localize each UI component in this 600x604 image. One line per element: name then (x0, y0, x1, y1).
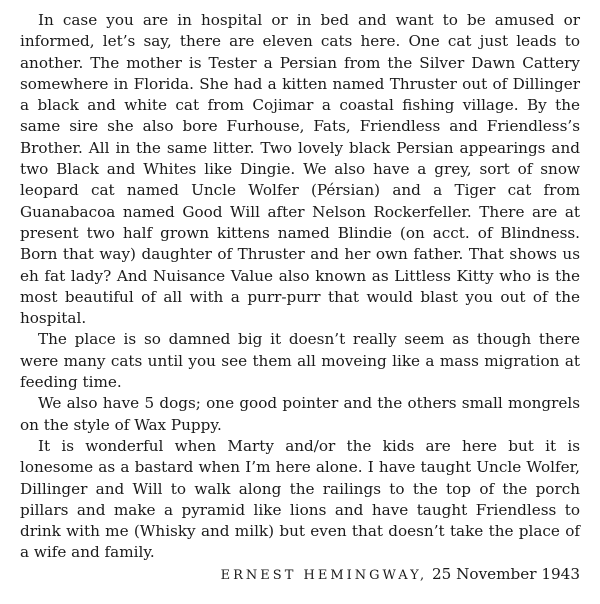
signature-line (20, 565, 580, 583)
letter-body (20, 10, 580, 564)
paragraph-lonesome: It is wonderful when Marty and/or the kids are here but it is lonesome as a bastard when I’m here alone. I have taught Uncle Wolfer, Dillinger and Will to walk along the railings to the top of the porch pillars and make a pyramid like lions and have taught Friendless to drink with me (Whisky and milk) but even that doesn’t take the place of a wife and family. (20, 436, 580, 562)
author-name: ERNEST HEMINGWAY, (220, 568, 428, 583)
paragraph-cats: In case you are in hospital or in bed and want to be amused or informed, let’s say, there are eleven cats here. One cat just leads to another. The mother is Tester a Persian from the Silver Dawn Cattery somewhere in Florida. She had a kitten named Thruster out of Dillinger a black and white cat from Cojimar a coastal fishing village. By the same sire she also bore Furhouse, Fats, Friendless and Friendless’s Brother. All in the same litter. Two lovely black Persian appearings and two Black and Whites like Dingie. We also have a grey, sort of snow leopard cat named Uncle Wolfer (Pérsian) and a Tiger cat from Guanabacoa named Good Will after Nelson Rockerfeller. There are at present two half grown kittens named Blindie (on acct. of Blindness. Born that way) daughter of Thruster and her own father. That shows us eh fat lady? And Nuisance Value also known as Littless Kitty who is the most beautiful of all with a purr-purr that would blast you out of the hospital. (20, 11, 580, 328)
paragraph-place: The place is so damned big it doesn’t really seem as though there were many cats until you see them all moveing like a mass migration at feeding time. (20, 330, 580, 392)
paragraph-dogs: We also have 5 dogs; one good pointer and the others small mongrels on the style of Wax Puppy. (20, 394, 580, 434)
letter-date: 25 November 1943 (431, 565, 580, 583)
